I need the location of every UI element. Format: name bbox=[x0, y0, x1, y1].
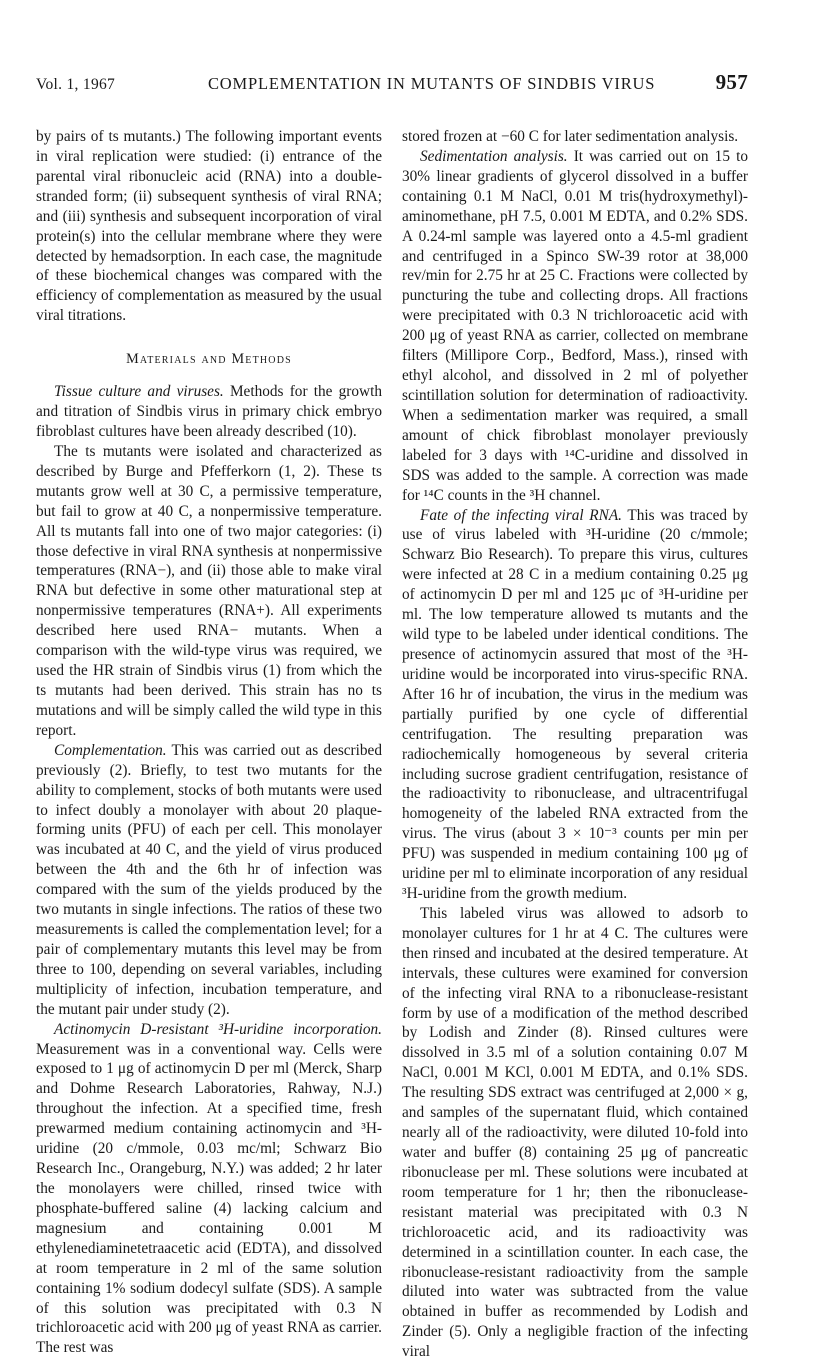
fate-rna-heading: Fate of the infecting viral RNA. bbox=[420, 506, 623, 524]
actinomycin-heading: Actinomycin D-resistant ³H-uridine incorporation. bbox=[54, 1020, 382, 1038]
left-column bbox=[36, 127, 382, 1358]
complementation-heading: Complementation. bbox=[54, 741, 167, 759]
running-header bbox=[36, 70, 748, 100]
sedimentation-heading: Sedimentation analysis. bbox=[420, 147, 568, 165]
page-number: 957 bbox=[715, 70, 748, 94]
ts-mutants-paragraph: The ts mutants were isolated and characterized as described by Burge and Pfefferkorn (1, 2). These ts mutants grow well at 30 C, a permissive temperature, but fail to grow at 40 C, a nonpermissive temperature. All ts mutants fall into one of two major categories: (i) those defective in viral RNA synthesis at nonpermissive temperatures (RNA−), and (ii) those able to make viral RNA but defective in some other maturational step at nonpermissive temperatures (RNA+). All experiments described here used RNA− mutants. When a comparison with the wild-type virus was required, we used the HR strain of Sindbis virus (1) from which the ts mutants had been derived. This strain has no ts mutations and will be simply called the wild type in this report. bbox=[36, 442, 382, 739]
actinomycin-paragraph bbox=[36, 1020, 382, 1359]
labeled-virus-paragraph: This labeled virus was allowed to adsorb to monolayer cultures for 1 hr at 4 C. The cultures were then rinsed and incubated at the desired temperature. At intervals, these cultures were examined for conversion of the infecting viral RNA to a ribonuclease-resistant form by use of a modification of the method described by Lodish and Zinder (8). Rinsed cultures were dissolved in 3.5 ml of a solution containing 0.07 M NaCl, 0.001 M KCl, 0.001 M EDTA, and 0.1% SDS. The resulting SDS extract was centrifuged at 2,000 × g, and samples of the supernatant fluid, which contained nearly all of the radioactivity, were diluted 10-fold into water and buffer (8) containing 25 μg of pancreatic ribonuclease per ml. These solutions were incubated at room temperature for 1 hr; then the ribonuclease-resistant material was precipitated with 0.3 N trichloroacetic acid, and its radioactivity was determined in a scintillation counter. In each case, the ribonuclease-resistant radioactivity from the sample diluted into water was subtracted from the value obtained in buffer as recommended by Lodish and Zinder (5). Only a negligible fraction of the infecting viral bbox=[402, 904, 748, 1361]
running-title: COMPLEMENTATION IN MUTANTS OF SINDBIS VIRUS bbox=[208, 74, 656, 93]
actinomycin-body: Measurement was in a conventional way. Cells were exposed to 1 μg of actinomycin D per ml (Merck, Sharp and Dohme Research Laboratories, Rahway, N.J.) throughout the infection. At a specified time, fresh prewarmed medium containing actinomycin and ³H-uridine (20 c/mmole, 0.03 mc/ml; Schwarz Bio Research Inc., Orangeburg, N.Y.) was added; 2 hr later the monolayers were chilled, rinsed twice with phosphate-buffered saline (4) lacking calcium and magnesium and containing 0.001 M ethylenediaminetetraacetic acid (EDTA), and dissolved at room temperature in 2 ml of the same solution containing 1% sodium dodecyl sulfate (SDS). A sample of this solution was precipitated with 0.3 N trichloroacetic acid with 200 μg of yeast RNA as carrier. The rest was bbox=[36, 1040, 382, 1357]
fate-rna-paragraph bbox=[402, 506, 748, 904]
intro-paragraph: by pairs of ts mutants.) The following important events in viral replication were studied: (i) entrance of the parental viral ribonucleic acid (RNA) into a double-stranded form; (ii) subsequent synthesis of viral RNA; and (iii) synthesis and subsequent incorporation of viral protein(s) into the cellular membrane where they were detected by hemadsorption. In each case, the magnitude of these biochemical changes was compared with the efficiency of complementation as measured by the usual viral titrations. bbox=[36, 128, 382, 325]
continued-paragraph: stored frozen at −60 C for later sedimentation analysis. bbox=[402, 128, 739, 145]
complementation-body: This was carried out as described previously (2). Briefly, to test two mutants for the ability to complement, stocks of both mutants were used to infect doubly a monolayer with about 20 plaque-forming units (PFU) of each per cell. This monolayer was incubated at 40 C, and the yield of virus produced between the 4th and the 6th hr of infection was compared with the sum of the yields produced by the two mutants in single infections. The ratios of these two measurements is called the complementation level; for a pair of complementary mutants this level may be from three to 100, depending on several variables, including multiplicity of infection, incubation temperature, and the mutant pair under study (2). bbox=[36, 741, 382, 1018]
complementation-paragraph bbox=[36, 741, 382, 1020]
sedimentation-body: It was carried out on 15 to 30% linear gradients of glycerol dissolved in a buffer containing 0.1 M NaCl, 0.01 M tris(hydroxymethyl)-aminomethane, pH 7.5, 0.001 M EDTA, and 0.2% SDS. A 0.24-ml sample was layered onto a 4.5-ml gradient and centrifuged in a Spinco SW-39 rotor at 38,000 rev/min for 2.75 hr at 25 C. Fractions were collected by puncturing the tube and collecting drops. All fractions were precipitated with 0.3 N trichloroacetic acid with 200 μg of yeast RNA as carrier, collected on membrane filters (Millipore Corp., Bedford, Mass.), rinsed with ethyl alcohol, and dissolved in 2 ml of polyether scintillation solution for determination of radioactivity. When a sedimentation marker was required, a small amount of chick fibroblast monolayer previously labeled for 3 days with ¹⁴C-uridine and dissolved in SDS was added to the sample. A correction was made for ¹⁴C counts in the ³H channel. bbox=[402, 147, 748, 504]
sedimentation-paragraph bbox=[402, 147, 748, 506]
fate-rna-body: This was traced by use of virus labeled with ³H-uridine (20 c/mmole; Schwarz Bio Research). To prepare this virus, cultures were infected at 28 C in a medium containing 0.25 μg of actinomycin D per ml and 125 μc of ³H-uridine per ml. The low temperature allowed ts mutants and the wild type to be labeled under identical conditions. The presence of actinomycin assured that most of the ³H-uridine would be incorporated into virus-specific RNA. After 16 hr of incubation, the virus in the medium was partially purified by one cycle of differential centrifugation. The resulting preparation was radiochemically homogeneous by several criteria including sucrose gradient centrifugation, resistance of the radioactivity to ribonuclease, and ultracentrifugal homogeneity of the labeled RNA extracted from the virus. The virus (about 3 × 10⁻³ counts per min per PFU) was suspended in medium containing 100 μg of uridine per ml to eliminate incorporation of any residual ³H-uridine from the growth medium. bbox=[402, 506, 748, 903]
tissue-culture-paragraph bbox=[36, 382, 382, 442]
right-column bbox=[402, 127, 748, 1362]
tissue-culture-heading: Tissue culture and viruses. bbox=[54, 383, 224, 401]
section-heading-materials-methods: Materials and Methods bbox=[126, 351, 292, 368]
tissue-culture-body: Methods for the growth and titration of Sindbis virus in primary chick embryo fibroblast cultures have been already described (10). bbox=[36, 383, 382, 440]
volume-label: Vol. 1, 1967 bbox=[36, 76, 116, 93]
